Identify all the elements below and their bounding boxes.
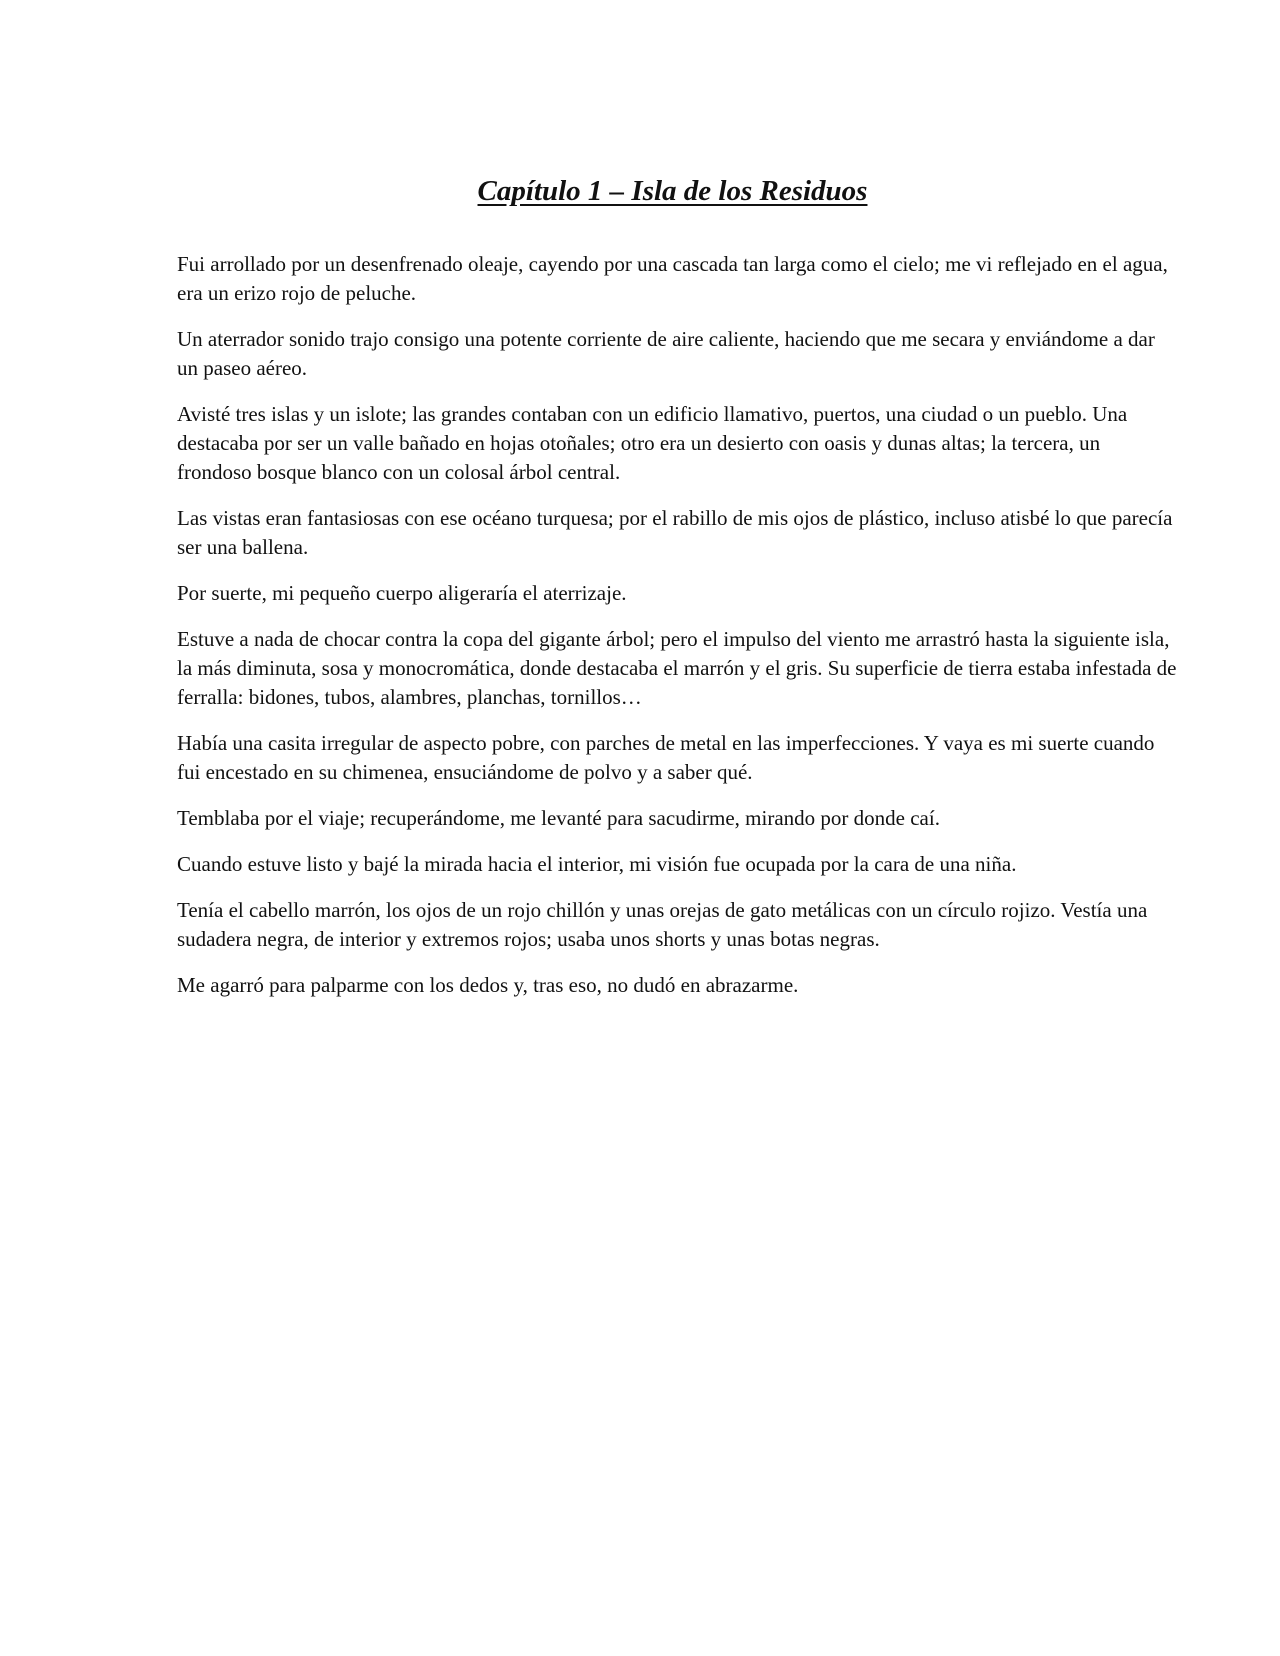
paragraph: Tenía el cabello marrón, los ojos de un rojo chillón y unas orejas de gato metálicas con un círculo rojizo. Vestía una sudadera negra, de interior y extremos rojos; usaba unos shorts y unas botas negras. xyxy=(177,898,1148,951)
chapter-title: Capítulo 1 – Isla de los Residuos xyxy=(477,175,868,207)
paragraph: Estuve a nada de chocar contra la copa del gigante árbol; pero el impulso del viento me arrastró hasta la siguiente isla, la más diminuta, sosa y monocromática, donde destacaba el marrón y el gris. Su superficie de tierra estaba infestada de ferralla: bidones, tubos, alambres, planchas, tornillos… xyxy=(177,627,1177,709)
chapter-body xyxy=(177,250,1177,1017)
paragraph: Temblaba por el viaje; recuperándome, me levanté para sacudirme, mirando por donde caí. xyxy=(177,806,940,830)
paragraph: Fui arrollado por un desenfrenado oleaje, cayendo por una cascada tan larga como el cielo; me vi reflejado en el agua, era un erizo rojo de peluche. xyxy=(177,252,1168,305)
paragraph: Cuando estuve listo y bajé la mirada hacia el interior, mi visión fue ocupada por la cara de una niña. xyxy=(177,852,1017,876)
paragraph: Un aterrador sonido trajo consigo una potente corriente de aire caliente, haciendo que me secara y enviándome a dar un paseo aéreo. xyxy=(177,327,1155,380)
paragraph: Me agarró para palparme con los dedos y, tras eso, no dudó en abrazarme. xyxy=(177,973,799,997)
paragraph: Había una casita irregular de aspecto pobre, con parches de metal en las imperfecciones. Y vaya es mi suerte cuando fui encestado en su chimenea, ensuciándome de polvo y a saber qué. xyxy=(177,731,1155,784)
paragraph: Las vistas eran fantasiosas con ese océano turquesa; por el rabillo de mis ojos de plástico, incluso atisbé lo que parecía ser una ballena. xyxy=(177,506,1173,559)
paragraph: Avisté tres islas y un islote; las grandes contaban con un edificio llamativo, puertos, una ciudad o un pueblo. Una destacaba por ser un valle bañado en hojas otoñales; otro era un desierto con oasis y dunas altas; la tercera, un frondoso bosque blanco con un colosal árbol central. xyxy=(177,402,1128,484)
paragraph: Por suerte, mi pequeño cuerpo aligeraría el aterrizaje. xyxy=(177,581,627,605)
